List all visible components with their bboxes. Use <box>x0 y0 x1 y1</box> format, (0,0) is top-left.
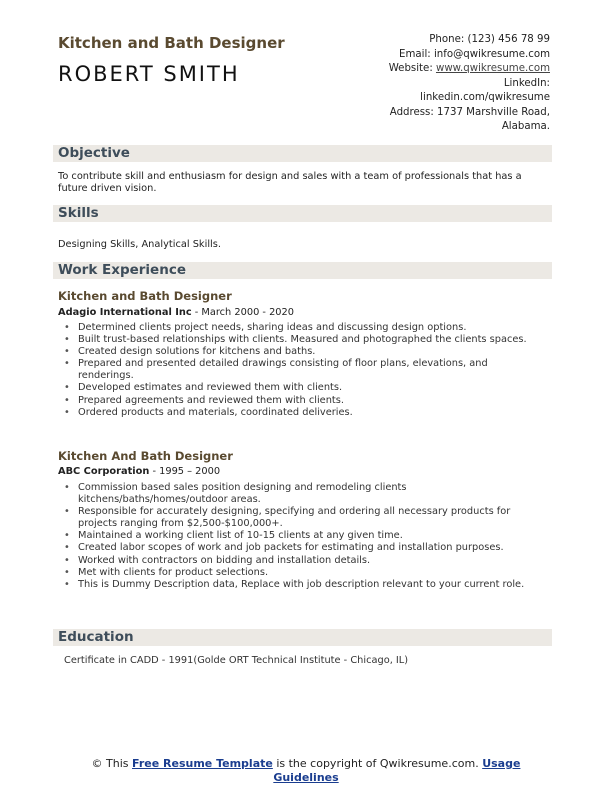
contact-address-line1: Address: 1737 Marshville Road, <box>389 106 550 118</box>
list-item: • Prepared and presented detailed drawings consisting of floor plans, elevations, and renderings. <box>62 358 542 382</box>
contact-linkedin-label: LinkedIn: <box>503 77 550 89</box>
list-item: • Worked with contractors on bidding and installation details. <box>62 555 542 567</box>
section-education <box>53 629 552 646</box>
list-item: • Commission based sales position designing and remodeling clients kitchens/baths/homes/outdoor areas. <box>62 482 542 506</box>
list-item: • Determined clients project needs, sharing ideas and discussing design options. <box>62 322 542 334</box>
job-2-company: ABC Corporation <box>58 466 150 477</box>
list-item: • Prepared agreements and reviewed them with clients. <box>62 395 542 407</box>
section-work-heading: Work Experience <box>58 262 186 278</box>
website-label: Website: <box>388 63 436 74</box>
list-item: • Built trust-based relationships with clients. Measured and photographed the clients spaces. <box>62 334 542 346</box>
resume-job-title: Kitchen and Bath Designer <box>58 34 285 52</box>
footer-prefix: © This <box>91 757 133 770</box>
list-item: • Met with clients for product selections. <box>62 567 542 579</box>
list-item: • This is Dummy Description data, Replace with job description relevant to your current role. <box>62 579 542 591</box>
contact-block <box>320 33 550 135</box>
contact-phone: Phone: (123) 456 78 99 <box>429 34 550 45</box>
footer-middle: is the copyright of Qwikresume.com. <box>272 757 483 770</box>
person-name: ROBERT SMITH <box>58 62 240 86</box>
contact-linkedin-url: linkedin.com/qwikresume <box>420 92 550 103</box>
usage-guidelines-link-part2[interactable]: Guidelines <box>273 771 339 784</box>
contact-address-line2: Alabama. <box>501 121 550 132</box>
job-2-dates: - 1995 – 2000 <box>149 466 221 477</box>
education-entry: Certificate in CADD - 1991(Golde ORT Technical Institute - Chicago, IL) <box>64 655 409 666</box>
job-1-title: Kitchen and Bath Designer <box>58 289 232 303</box>
contact-email: Email: info@qwikresume.com <box>399 48 550 60</box>
list-item: • Responsible for accurately designing, specifying and ordering all necessary products for projects ranging from $2,500-$100,000+. <box>62 506 542 530</box>
objective-text: To contribute skill and enthusiasm for design and sales with a team of professionals that has a future driven vision. <box>58 171 522 194</box>
job-1-company-line <box>58 307 294 318</box>
job-1-bullets <box>62 322 542 419</box>
list-item: • Created labor scopes of work and job packets for estimating and installation purposes. <box>62 542 542 554</box>
free-resume-template-link[interactable]: Free Resume Template <box>132 757 273 770</box>
usage-guidelines-link-part1[interactable]: Usage <box>482 757 521 770</box>
list-item: • Developed estimates and reviewed them with clients. <box>62 382 542 394</box>
section-work-experience <box>53 262 552 279</box>
job-2-bullets <box>62 482 542 591</box>
section-objective <box>53 145 552 162</box>
section-objective-heading: Objective <box>58 145 130 161</box>
website-link[interactable]: www.qwikresume.com <box>435 63 550 74</box>
list-item: • Created design solutions for kitchens and baths. <box>62 346 542 358</box>
contact-website <box>320 62 550 77</box>
footer-copyright <box>0 757 612 785</box>
job-2-company-line <box>58 466 220 477</box>
job-1-dates: - March 2000 - 2020 <box>191 307 295 318</box>
job-1-company: Adagio International Inc <box>58 307 192 318</box>
section-education-heading: Education <box>58 629 134 645</box>
section-skills-heading: Skills <box>58 205 99 221</box>
job-2-title: Kitchen And Bath Designer <box>58 449 233 463</box>
skills-text: Designing Skills, Analytical Skills. <box>58 239 221 250</box>
section-skills <box>53 205 552 222</box>
list-item: • Ordered products and materials, coordinated deliveries. <box>62 407 542 419</box>
list-item: • Maintained a working client list of 10-15 clients at any given time. <box>62 530 542 542</box>
